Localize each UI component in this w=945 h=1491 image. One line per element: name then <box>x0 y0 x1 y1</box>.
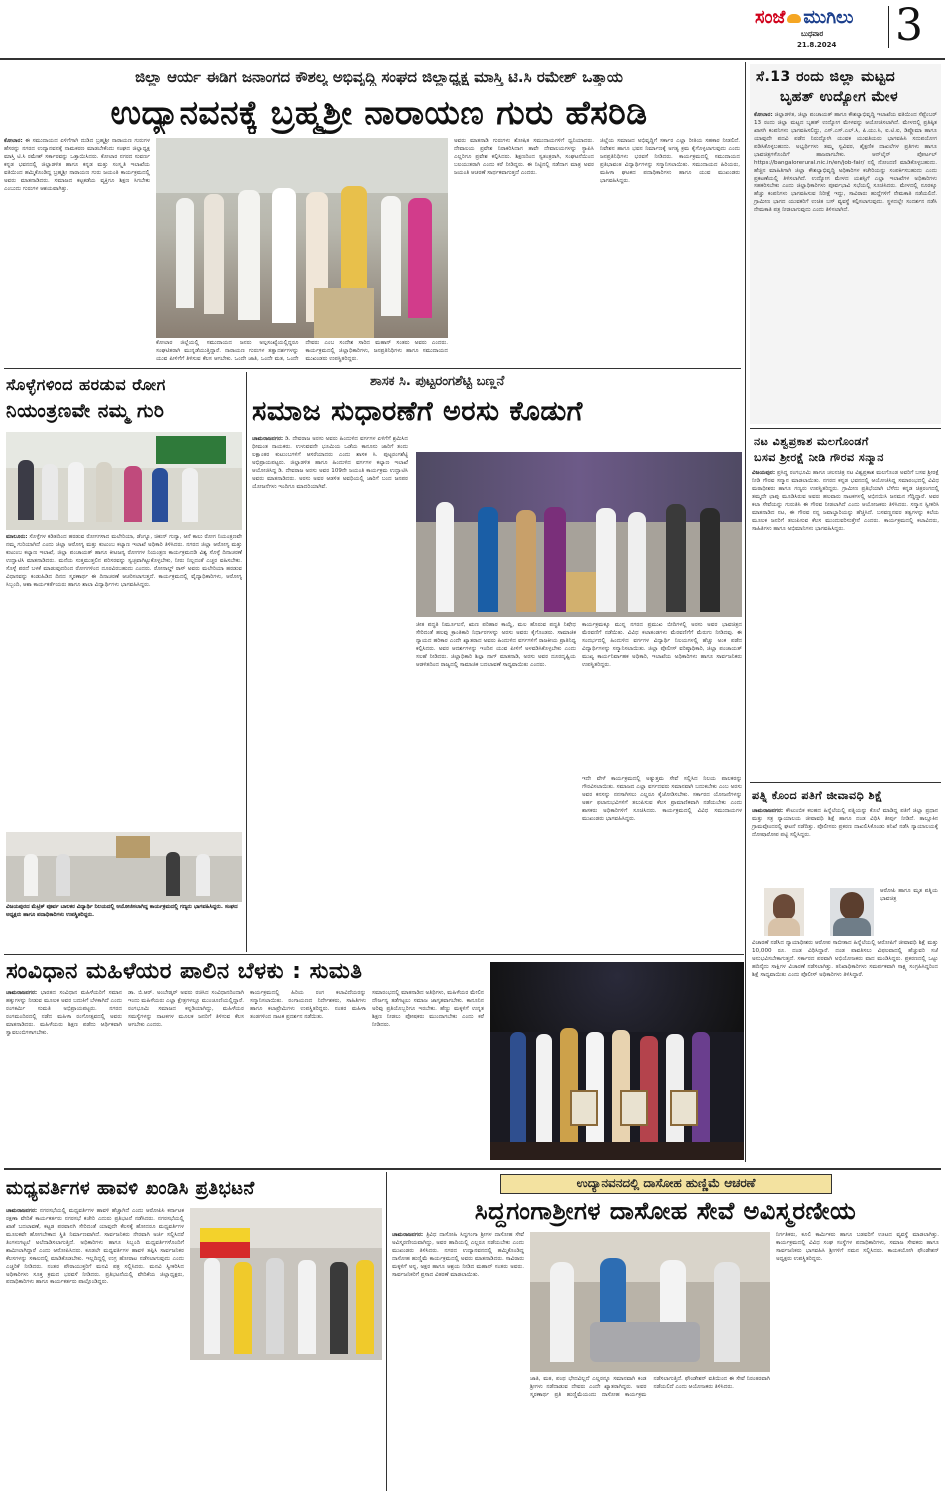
reform-col1 <box>252 436 408 948</box>
reform-col1-text: ಡಿ. ದೇವರಾಜ ಅರಸು ಅವರು ಹಿಂದುಳಿದ ವರ್ಗಗಳ ಏಳಿಗೆಗೆ ಶ್ರಮಿಸಿದ ಧೀಮಂತ ನಾಯಕರು. ಉಳುವವನೇ ಭೂಮಿಯ ಒಡೆಯ ಕಾನೂನು ಜಾರಿಗೆ ತಂದು ಲಕ್ಷಾಂತರ ಕುಟುಂಬಗಳಿಗೆ ಆಸರೆಯಾದರು ಎಂದು ಶಾಸಕ ಸಿ. ಪುಟ್ಟರಂಗಶೆಟ್ಟಿ ಅಭಿಪ್ರಾಯಪಟ್ಟರು. ಜಿಲ್ಲಾಡಳಿತ ಹಾಗೂ ಹಿಂದುಳಿದ ವರ್ಗಗಳ ಕಲ್ಯಾಣ ಇಲಾಖೆ ಆಯೋಜಿಸಿದ್ದ ಡಿ. ದೇವರಾಜ ಅರಸು ಅವರ 109ನೇ ಜಯಂತಿ ಕಾರ್ಯಕ್ರಮ ಉದ್ಘಾಟಿಸಿ ಅವರು ಮಾತನಾಡಿದರು. ಅರಸು ಅವರ ಆಡಳಿತ ಅವಧಿಯಲ್ಲಿ ಜಾರಿಗೆ ಬಂದ ಜನಪರ ಯೋಜನೆಗಳು ಇಂದಿಗೂ ಮಾದರಿಯಾಗಿವೆ. <box>252 436 409 490</box>
job-fair-article <box>750 64 941 424</box>
siddaganga-col2: ಜಾತಿ, ಮತ, ಪಂಥ ಭೇದವಿಲ್ಲದೆ ಎಲ್ಲರನ್ನೂ ಸಮಾನವಾಗಿ ಕಂಡ ಶ್ರೀಗಳು ನಡೆದಾಡುವ ದೇವರು ಎಂದೇ ಖ್ಯಾತರಾಗಿದ್ದರು. ಅವರ ಸ್ಮರಣಾರ್ಥ ಪ್ರತಿ ಹುಣ್ಣಿಮೆಯಂದು ದಾಸೋಹ ಕಾರ್ಯಕ್ರಮ ನಡೆಸಲಾಗುತ್ತಿದೆ. ಫೌಂಡೇಶನ್ ವತಿಯಿಂದ ಈ ಸೇವೆ ನಿರಂತರವಾಗಿ ನಡೆಯಲಿದೆ ಎಂದು ಆಯೋಜಕರು ತಿಳಿಸಿದರು. <box>530 1376 770 1398</box>
constitution-photo <box>490 962 744 1160</box>
masthead-logo <box>755 7 853 28</box>
job-fair-body <box>754 112 937 420</box>
lead-headline: ಉದ್ಯಾನವನಕ್ಕೆ ಬ್ರಹ್ಮಶ್ರೀ ನಾರಾಯಣ ಗುರು ಹೆಸರಿಡಿ <box>110 93 648 132</box>
disease-dateline: ಮಾಲೂರು: <box>6 534 28 540</box>
constitution-col1 <box>6 990 122 1162</box>
lead-bottom-rule <box>4 368 741 369</box>
reform-bottom-rule <box>4 954 744 955</box>
siddaganga-col3: ನಿರ್ಗತಿಕರು, ಕೂಲಿ ಕಾರ್ಮಿಕರು ಹಾಗೂ ಬಡವರಿಗೆ ಊಟದ ವ್ಯವಸ್ಥೆ ಮಾಡಲಾಗಿತ್ತು. ಕಾರ್ಯಕ್ರಮದಲ್ಲಿ ವಿವಿಧ ಸಂಘ ಸಂಸ್ಥೆಗಳ ಪದಾಧಿಕಾರಿಗಳು, ಸಮಾಜ ಸೇವಕರು ಹಾಗೂ ಸಾರ್ವಜನಿಕರು ಭಾಗವಹಿಸಿ ಶ್ರೀಗಳಿಗೆ ನಮನ ಸಲ್ಲಿಸಿದರು. ಕಾಯಕಯೋಗಿ ಫೌಂಡೇಶನ್ ಅಧ್ಯಕ್ಷರು ಉಪಸ್ಥಿತರಿದ್ದರು. <box>776 1232 939 1262</box>
protest-dateline: ಚಾಮರಾಜನಗರ: <box>6 1208 38 1214</box>
constitution-article <box>4 956 744 1166</box>
crime-photo-woman <box>764 888 804 936</box>
constitution-col2: ಡಾ. ಬಿ.ಆರ್. ಅಂಬೇಡ್ಕರ್ ಅವರು ರಚಿಸಿದ ಸಂವಿಧಾನದಿಂದಾಗಿ ಇಂದು ಮಹಿಳೆಯರು ಎಲ್ಲಾ ಕ್ಷೇತ್ರಗಳಲ್ಲೂ ಮುಂಚೂಣಿಯಲ್ಲಿದ್ದಾರೆ. ರಂಗಭೂಮಿ ಸಮಾಜದ ಕನ್ನಡಿಯಾಗಿದ್ದು, ಮಹಿಳೆಯರ ಸಮಸ್ಯೆಗಳನ್ನು ನಾಟಕಗಳ ಮೂಲಕ ಜನರಿಗೆ ತಿಳಿಸುವ ಕೆಲಸ ಆಗಬೇಕು ಎಂದರು. <box>128 990 244 1028</box>
lead-photo <box>156 138 448 338</box>
actor-text: ಪ್ರಸಿದ್ಧ ರಂಗಭೂಮಿ ಹಾಗೂ ಚಲನಚಿತ್ರ ನಟ ವಿಶ್ವಪ್ರಕಾಶ ಮಲಗೊಂಡ ಅವರಿಗೆ ಬಸವ ಶ್ರೀರಕ್ಷೆ ನೀಡಿ ಗೌರವ ಸನ್ಮಾನ ಮಾಡಲಾಯಿತು. ನಗರದ ಕನ್ನಡ ಭವನದಲ್ಲಿ ಆಯೋಜಿಸಿದ್ದ ಸಮಾರಂಭದಲ್ಲಿ ವಿವಿಧ ಮಠಾಧೀಶರು ಹಾಗೂ ಗಣ್ಯರು ಉಪಸ್ಥಿತರಿದ್ದರು. ಗ್ರಾಮೀಣ ಪ್ರತಿಭೆಯಾಗಿ ಬೆಳೆದು ಕನ್ನಡ ಚಿತ್ರರಂಗದಲ್ಲಿ ತಮ್ಮದೇ ಛಾಪು ಮೂಡಿಸಿರುವ ಅವರು ಹಲವಾರು ನಾಟಕಗಳಲ್ಲಿ ಅಭಿನಯಿಸಿ ಜನಮನ ಗೆದ್ದಿದ್ದಾರೆ. ಅವರ ಕಲಾ ಸೇವೆಯನ್ನು ಗುರುತಿಸಿ ಈ ಗೌರವ ನೀಡಲಾಗಿದೆ ಎಂದು ಆಯೋಜಕರು ತಿಳಿಸಿದರು. ಸನ್ಮಾನ ಸ್ವೀಕರಿಸಿ ಮಾತನಾಡಿದ ನಟ, ಈ ಗೌರವ ನನ್ನ ಜವಾಬ್ದಾರಿಯನ್ನು ಹೆಚ್ಚಿಸಿದೆ. ಬಸವಣ್ಣನವರ ತತ್ವಗಳನ್ನು ಕಲೆಯ ಮೂಲಕ ಜನರಿಗೆ ತಲುಪಿಸುವ ಕೆಲಸ ಮುಂದುವರಿಸುತ್ತೇನೆ ಎಂದರು. ಕಾರ್ಯಕ್ರಮದಲ್ಲಿ ಕಲಾವಿದರು, ಸಾಹಿತಿಗಳು ಹಾಗೂ ಅಭಿಮಾನಿಗಳು ಭಾಗವಹಿಸಿದ್ದರು. <box>752 470 939 532</box>
siddaganga-kicker: ಉದ್ಯಾನವನದಲ್ಲಿ ದಾಸೋಹ ಹುಣ್ಣಿಮೆ ಆಚರಣೆ <box>500 1174 832 1194</box>
crime-body-top <box>752 808 938 886</box>
constitution-headline: ಸಂವಿಧಾನ ಮಹಿಳೆಯರ ಪಾಲಿನ ಬೆಳಕು : ಸುಮತಿ <box>6 959 363 984</box>
siddaganga-photo <box>530 1232 770 1372</box>
masthead-date: 21.8.2024 <box>797 41 837 49</box>
actor-dateline: ವಿಜಯಪುರ: <box>752 470 776 476</box>
job-fair-text: ಜಿಲ್ಲಾಡಳಿತ, ಜಿಲ್ಲಾ ಪಂಚಾಯತ್ ಹಾಗೂ ಕೌಶಲ್ಯಾಭಿವೃದ್ಧಿ ಇಲಾಖೆಯ ವತಿಯಿಂದ ಸೆಪ್ಟೆಂಬರ್ 13 ರಂದು ಜಿಲ್ಲಾ ಮಟ್ಟದ ಬೃಹತ್ ಉದ್ಯೋಗ ಮೇಳವನ್ನು ಆಯೋಜಿಸಲಾಗಿದೆ. ಮೇಳದಲ್ಲಿ ಪ್ರತಿಷ್ಠಿತ ಖಾಸಗಿ ಕಂಪನಿಗಳು ಭಾಗವಹಿಸಲಿದ್ದು, ಎಸ್.ಎಸ್.ಎಲ್.ಸಿ, ಪಿ.ಯು.ಸಿ, ಐ.ಟಿ.ಐ, ಡಿಪ್ಲೊಮಾ ಹಾಗೂ ಯಾವುದೇ ಪದವಿ ಪಡೆದ ನಿರುದ್ಯೋಗಿ ಯುವಕ ಯುವತಿಯರು ಭಾಗವಹಿಸಿ ಸದುಪಯೋಗ ಪಡಿಸಿಕೊಳ್ಳಬಹುದು. ಅಭ್ಯರ್ಥಿಗಳು ತಮ್ಮ ಸ್ವವಿವರ, ಶೈಕ್ಷಣಿಕ ದಾಖಲೆಗಳ ಪ್ರತಿಗಳು ಹಾಗೂ ಭಾವಚಿತ್ರಗಳೊಂದಿಗೆ ಹಾಜರಾಗಬೇಕು. ಆನ್‌ಲೈನ್ ಪೋರ್ಟಲ್ https://bangalorerural.nic.in/en/job-fair/ ನಲ್ಲಿ ನೋಂದಣಿ ಮಾಡಿಕೊಳ್ಳಬಹುದು. ಹೆಚ್ಚಿನ ಮಾಹಿತಿಗಾಗಿ ಜಿಲ್ಲಾ ಕೌಶಲ್ಯಾಭಿವೃದ್ಧಿ ಅಧಿಕಾರಿಗಳ ಕಚೇರಿಯನ್ನು ಸಂಪರ್ಕಿಸಬಹುದು ಎಂದು ಪ್ರಕಟಣೆಯಲ್ಲಿ ತಿಳಿಸಲಾಗಿದೆ. ಉದ್ಯೋಗ ಮೇಳದ ಯಶಸ್ಸಿಗೆ ಎಲ್ಲಾ ಇಲಾಖೆಗಳ ಅಧಿಕಾರಿಗಳು ಸಹಕರಿಸಬೇಕು ಎಂದು ಜಿಲ್ಲಾಧಿಕಾರಿಗಳು ಪೂರ್ವಭಾವಿ ಸಭೆಯಲ್ಲಿ ಸೂಚಿಸಿದರು. ಮೇಳದಲ್ಲಿ ನೂರಕ್ಕೂ ಹೆಚ್ಚು ಕಂಪನಿಗಳು ಭಾಗವಹಿಸುವ ನಿರೀಕ್ಷೆ ಇದ್ದು, ಸಾವಿರಾರು ಹುದ್ದೆಗಳಿಗೆ ನೇಮಕಾತಿ ನಡೆಯಲಿದೆ. ಗ್ರಾಮೀಣ ಭಾಗದ ಯುವಕರಿಗೆ ಉಚಿತ ಬಸ್ ವ್ಯವಸ್ಥೆ ಕಲ್ಪಿಸಲಾಗುವುದು. ಸ್ಥಳದಲ್ಲೇ ಸಂದರ್ಶನ ನಡೆಸಿ ನೇಮಕಾತಿ ಪತ್ರ ನೀಡಲಾಗುವುದು ಎಂದು ತಿಳಿಸಲಾಗಿದೆ. <box>754 112 938 214</box>
crime-article <box>750 786 941 1166</box>
reform-kicker: ಶಾಸಕ ಸಿ. ಪುಟ್ಟರಂಗಶೆಟ್ಟಿ ಬಣ್ಣನೆ <box>370 374 505 389</box>
constitution-col3: ಕಾರ್ಯಕ್ರಮದಲ್ಲಿ ಹಿರಿಯ ರಂಗ ಕಲಾವಿದೆಯರನ್ನು ಸನ್ಮಾನಿಸಲಾಯಿತು. ರಂಗಾಯಣದ ನಿರ್ದೇಶಕರು, ಸಾಹಿತಿಗಳು ಹಾಗೂ ಕಲಾಪ್ರೇಮಿಗಳು ಉಪಸ್ಥಿತರಿದ್ದರು. ನಂತರ ಮಹಿಳಾ ತಂಡಗಳಿಂದ ನಾಟಕ ಪ್ರದರ್ಶನ ನಡೆಯಿತು. <box>250 990 366 1020</box>
crime-dateline: ಚಾಮರಾಜನಗರ: <box>752 808 784 814</box>
lead-col1 <box>4 138 150 360</box>
disease-photo <box>6 432 242 530</box>
crime-body-bottom: ವಿಚಾರಣೆ ನಡೆಸಿದ ನ್ಯಾಯಾಧೀಶರು ಆರೋಪ ಸಾಬೀತಾದ ಹಿನ್ನೆಲೆಯಲ್ಲಿ ಆರೋಪಿಗೆ ಜೀವಾವಧಿ ಶಿಕ್ಷೆ ಮತ್ತು 10,000 ರೂ. ದಂಡ ವಿಧಿಸಿದ್ದಾರೆ. ದಂಡ ಪಾವತಿಸಲು ವಿಫಲವಾದಲ್ಲಿ ಹೆಚ್ಚುವರಿ ಸಜೆ ಅನುಭವಿಸಬೇಕಾಗುತ್ತದೆ. ಸರ್ಕಾರದ ಪರವಾಗಿ ಅಭಿಯೋಜಕರು ವಾದ ಮಂಡಿಸಿದ್ದರು. ಪ್ರಕರಣದಲ್ಲಿ ಒಟ್ಟು ಹದಿನೈದು ಸಾಕ್ಷಿಗಳ ವಿಚಾರಣೆ ನಡೆಸಲಾಗಿತ್ತು. ತನಿಖಾಧಿಕಾರಿಗಳು ಸಮರ್ಪಕವಾಗಿ ಸಾಕ್ಷ್ಯ ಸಂಗ್ರಹಿಸಿದ್ದರಿಂದ ಶಿಕ್ಷೆ ಸಾಧ್ಯವಾಯಿತು ಎಂದು ಪೊಲೀಸ್ ಅಧಿಕಾರಿಗಳು ತಿಳಿಸಿದ್ದಾರೆ. <box>752 940 938 978</box>
protest-article <box>4 1172 384 1491</box>
school-photo <box>6 832 242 902</box>
disease-headline-1: ಸೊಳ್ಳೆಗಳಿಂದ ಹರಡುವ ರೋಗ <box>6 375 166 394</box>
constitution-bottom-rule <box>4 1168 941 1170</box>
reform-col4: ಇದೇ ವೇಳೆ ಕಾರ್ಯಕ್ರಮದಲ್ಲಿ ಅತ್ಯುತ್ತಮ ಸೇವೆ ಸಲ್ಲಿಸಿದ ನಿಲಯ ಪಾಲಕರನ್ನು ಗೌರವಿಸಲಾಯಿತು. ಸಮಾಜದ ಎಲ್ಲಾ ವರ್ಗದವರು ಸಮಾನವಾಗಿ ಬದುಕಬೇಕು ಎಂಬ ಅರಸು ಅವರ ಕನಸನ್ನು ನನಸಾಗಿಸಲು ಎಲ್ಲರೂ ಕೈಜೋಡಿಸಬೇಕು. ಸರ್ಕಾರದ ಯೋಜನೆಗಳನ್ನು ಅರ್ಹ ಫಲಾನುಭವಿಗಳಿಗೆ ತಲುಪಿಸುವ ಕೆಲಸ ಪ್ರಾಮಾಣಿಕವಾಗಿ ನಡೆಯಬೇಕು ಎಂದು ಶಾಸಕರು ಅಧಿಕಾರಿಗಳಿಗೆ ಸೂಚಿಸಿದರು. ಕಾರ್ಯಕ್ರಮದಲ್ಲಿ ವಿವಿಧ ಸಮುದಾಯಗಳ ಮುಖಂಡರು ಭಾಗವಹಿಸಿದ್ದರು. <box>582 776 742 822</box>
school-photo-caption: ವಿಜಯಪುರದ ಮೆಟ್ರಿಕ್ ಪೂರ್ವ ಬಾಲಕರ ವಿದ್ಯಾರ್ಥಿ ನಿಲಯದಲ್ಲಿ ಆಯೋಜಿಸಲಾಗಿದ್ದ ಕಾರ್ಯಕ್ರಮದಲ್ಲಿ ಗಣ್ಯರು ಭಾಗವಹಿಸಿದ್ದರು. ಸಂಘದ ಅಧ್ಯಕ್ಷರು ಹಾಗೂ ಪದಾಧಿಕಾರಿಗಳು ಉಪಸ್ಥಿತರಿದ್ದರು. <box>6 904 238 918</box>
job-fair-headline-1: ಸೆ.13 ರಂದು ಜಿಲ್ಲಾ ಮಟ್ಟದ <box>756 69 896 85</box>
crime-text-top: ಕೌಟುಂಬಿಕ ಕಲಹದ ಹಿನ್ನೆಲೆಯಲ್ಲಿ ಪತ್ನಿಯನ್ನು ಕೊಲೆ ಮಾಡಿದ್ದ ಪತಿಗೆ ಜಿಲ್ಲಾ ಪ್ರಧಾನ ಮತ್ತು ಸತ್ರ ನ್ಯಾಯಾಲಯ ಜೀವಾವಧಿ ಶಿಕ್ಷೆ ಹಾಗೂ ದಂಡ ವಿಧಿಸಿ ತೀರ್ಪು ನೀಡಿದೆ. ತಾಲ್ಲೂಕಿನ ಗ್ರಾಮವೊಂದರಲ್ಲಿ ಘಟನೆ ನಡೆದಿತ್ತು. ಪೊಲೀಸರು ಪ್ರಕರಣ ದಾಖಲಿಸಿಕೊಂಡು ತನಿಖೆ ನಡೆಸಿ ನ್ಯಾಯಾಲಯಕ್ಕೆ ದೋಷಾರೋಪ ಪಟ್ಟಿ ಸಲ್ಲಿಸಿದ್ದರು. <box>752 808 939 838</box>
protest-headline: ಮಧ್ಯವರ್ತಿಗಳ ಹಾವಳಿ ಖಂಡಿಸಿ ಪ್ರತಿಭಟನೆ <box>6 1178 255 1199</box>
reform-dateline: ಚಾಮರಾಜನಗರ: <box>252 436 284 442</box>
actor-article <box>750 432 941 780</box>
left-column-divider <box>246 372 247 952</box>
siddaganga-col1 <box>392 1232 524 1488</box>
reform-headline: ಸಮಾಜ ಸುಧಾರಣೆಗೆ ಅರಸು ಕೊಡುಗೆ <box>252 396 583 427</box>
cloud-icon <box>787 14 801 23</box>
crime-headline: ಪತ್ನಿ ಕೊಂದ ಪತಿಗೆ ಜೀವಾವಧಿ ಶಿಕ್ಷೆ <box>752 789 883 802</box>
job-fair-rule <box>750 428 941 429</box>
page-number: 3 <box>895 0 923 51</box>
protest-photo <box>190 1208 382 1360</box>
actor-body <box>752 470 939 778</box>
protest-text: ನಗರಸಭೆಯಲ್ಲಿ ಮಧ್ಯವರ್ತಿಗಳ ಹಾವಳಿ ಹೆಚ್ಚಾಗಿದೆ ಎಂದು ಆರೋಪಿಸಿ ಕರ್ನಾಟಕ ರಕ್ಷಣಾ ವೇದಿಕೆ ಕಾರ್ಯಕರ್ತರು ನಗರಸಭೆ ಕಚೇರಿ ಎದುರು ಪ್ರತಿಭಟನೆ ನಡೆಸಿದರು. ನಗರಸಭೆಯಲ್ಲಿ ಖಾತೆ ಬದಲಾವಣೆ, ಕಟ್ಟಡ ಪರವಾನಗಿ ಸೇರಿದಂತೆ ಯಾವುದೇ ಕೆಲಸಕ್ಕೆ ಹೋದರೂ ಮಧ್ಯವರ್ತಿಗಳ ಮೂಲಕವೇ ಹೋಗಬೇಕಾದ ಸ್ಥಿತಿ ನಿರ್ಮಾಣವಾಗಿದೆ. ಸಾರ್ವಜನಿಕರು ನೇರವಾಗಿ ಅರ್ಜಿ ಸಲ್ಲಿಸಿದರೆ ತಿಂಗಳುಗಟ್ಟಲೆ ಅಲೆದಾಡಿಸಲಾಗುತ್ತಿದೆ. ಅಧಿಕಾರಿಗಳು ಹಾಗೂ ಸಿಬ್ಬಂದಿ ಮಧ್ಯವರ್ತಿಗಳೊಂದಿಗೆ ಶಾಮೀಲಾಗಿದ್ದಾರೆ ಎಂದು ಆರೋಪಿಸಿದರು. ಕೂಡಲೇ ಮಧ್ಯವರ್ತಿಗಳ ಹಾವಳಿ ತಪ್ಪಿಸಿ ಸಾರ್ವಜನಿಕರ ಕೆಲಸಗಳನ್ನು ಸಕಾಲದಲ್ಲಿ ಮಾಡಿಕೊಡಬೇಕು. ಇಲ್ಲದಿದ್ದಲ್ಲಿ ಉಗ್ರ ಹೋರಾಟ ನಡೆಸಲಾಗುವುದು ಎಂದು ಎಚ್ಚರಿಕೆ ನೀಡಿದರು. ನಂತರ ಪೌರಾಯುಕ್ತರಿಗೆ ಮನವಿ ಪತ್ರ ಸಲ್ಲಿಸಿದರು. ಮನವಿ ಸ್ವೀಕರಿಸಿದ ಅಧಿಕಾರಿಗಳು ಸೂಕ್ತ ಕ್ರಮದ ಭರವಸೆ ನೀಡಿದರು. ಪ್ರತಿಭಟನೆಯಲ್ಲಿ ವೇದಿಕೆಯ ಜಿಲ್ಲಾಧ್ಯಕ್ಷರು, ಪದಾಧಿಕಾರಿಗಳು ಹಾಗೂ ಕಾರ್ಯಕರ್ತರು ಪಾಲ್ಗೊಂಡಿದ್ದರು. <box>6 1208 184 1286</box>
disease-article <box>4 372 244 832</box>
lead-kicker: ಜಿಲ್ಲಾ ಆರ್ಯ ಈಡಿಗ ಜನಾಂಗದ ಕೌಶಲ್ಯ ಅಭಿವೃದ್ಧಿ ಸಂಘದ ಜಿಲ್ಲಾಧ್ಯಕ್ಷ ಮಾಸ್ತಿ ಟಿ.ಸಿ ರಮೇಶ್ ಒತ್ತಾಯ <box>135 68 623 86</box>
masthead-rule <box>0 58 945 60</box>
constitution-col4: ಸಮಾರಂಭದಲ್ಲಿ ಮಾತನಾಡಿದ ಅತಿಥಿಗಳು, ಮಹಿಳೆಯರ ಮೇಲಿನ ದೌರ್ಜನ್ಯ ತಡೆಗಟ್ಟಲು ಸಮಾಜ ಜಾಗೃತವಾಗಬೇಕು. ಕಾನೂನಿನ ಅರಿವು ಪ್ರತಿಯೊಬ್ಬರಿಗೂ ಇರಬೇಕು. ಹೆಣ್ಣು ಮಕ್ಕಳಿಗೆ ಉನ್ನತ ಶಿಕ್ಷಣ ನೀಡಲು ಪೋಷಕರು ಮುಂದಾಗಬೇಕು ಎಂದು ಕರೆ ನೀಡಿದರು. <box>372 990 484 1028</box>
crime-body-side: ಆರೋಪಿ ಹಾಗೂ ಮೃತ ಪತ್ನಿಯ ಭಾವಚಿತ್ರ <box>880 888 938 902</box>
siddaganga-headline: ಸಿದ್ದಗಂಗಾಶ್ರೀಗಳ ದಾಸೋಹ ಸೇವೆ ಅವಿಸ್ಮರಣೀಯ <box>474 1197 857 1225</box>
siddaganga-article <box>390 1172 941 1491</box>
reform-col3: ಕಾರ್ಯಕ್ರಮಕ್ಕೂ ಮುನ್ನ ನಗರದ ಪ್ರಮುಖ ಬೀದಿಗಳಲ್ಲಿ ಅರಸು ಅವರ ಭಾವಚಿತ್ರದ ಮೆರವಣಿಗೆ ನಡೆಯಿತು. ವಿವಿಧ ಕಲಾತಂಡಗಳು ಮೆರವಣಿಗೆಗೆ ಮೆರುಗು ನೀಡಿದವು. ಈ ಸಂದರ್ಭದಲ್ಲಿ ಹಿಂದುಳಿದ ವರ್ಗಗಳ ವಿದ್ಯಾರ್ಥಿ ನಿಲಯಗಳಲ್ಲಿ ಹೆಚ್ಚು ಅಂಕ ಪಡೆದ ವಿದ್ಯಾರ್ಥಿಗಳನ್ನು ಸನ್ಮಾನಿಸಲಾಯಿತು. ಜಿಲ್ಲಾ ಪೊಲೀಸ್ ವರಿಷ್ಠಾಧಿಕಾರಿ, ಜಿಲ್ಲಾ ಪಂಚಾಯತ್ ಮುಖ್ಯ ಕಾರ್ಯನಿರ್ವಾಹಕ ಅಧಿಕಾರಿ, ಇಲಾಖೆಯ ಅಧಿಕಾರಿಗಳು ಹಾಗೂ ಸಾರ್ವಜನಿಕರು ಉಪಸ್ಥಿತರಿದ್ದರು. <box>582 622 742 668</box>
actor-rule <box>750 782 941 783</box>
disease-text: ಸೊಳ್ಳೆಗಳ ಕಡಿತದಿಂದ ಹರಡುವ ರೋಗಗಳಾದ ಮಲೇರಿಯಾ, ಡೆಂಗ್ಯೂ, ಚಿಕುನ್ ಗುನ್ಯಾ, ಆನೆ ಕಾಲು ರೋಗ ನಿಯಂತ್ರಣವೇ ನಮ್ಮ ಗುರಿಯಾಗಿದೆ ಎಂದು ಜಿಲ್ಲಾ ಆರೋಗ್ಯ ಮತ್ತು ಕುಟುಂಬ ಕಲ್ಯಾಣ ಇಲಾಖೆ ಅಧಿಕಾರಿ ತಿಳಿಸಿದರು. ನಗರದ ಜಿಲ್ಲಾ ಆರೋಗ್ಯ ಮತ್ತು ಕುಟುಂಬ ಕಲ್ಯಾಣ ಇಲಾಖೆ, ಜಿಲ್ಲಾ ಪಂಚಾಯತ್ ಹಾಗೂ ಕೀಟಜನ್ಯ ರೋಗಗಳ ನಿಯಂತ್ರಣ ಕಾರ್ಯಕ್ರಮದಡಿ ವಿಶ್ವ ಸೊಳ್ಳೆ ದಿನಾಚರಣೆ ಉದ್ಘಾಟಿಸಿ ಮಾತನಾಡಿದರು. ಮನೆಯ ಸುತ್ತಮುತ್ತಲಿನ ಪರಿಸರವನ್ನು ಸ್ವಚ್ಛವಾಗಿಟ್ಟುಕೊಳ್ಳಬೇಕು, ನೀರು ನಿಲ್ಲದಂತೆ ಎಚ್ಚರ ವಹಿಸಬೇಕು. ಸೊಳ್ಳೆ ಪರದೆ ಬಳಕೆ ಮಾಡುವುದರಿಂದ ರೋಗಗಳಿಂದ ದೂರವಿರಬಹುದು ಎಂದರು. ರೋನಾಲ್ಡ್ ರಾಸ್ ಅವರು ಮಲೇರಿಯಾ ಹರಡುವ ವಿಧಾನವನ್ನು ಕಂಡುಹಿಡಿದ ದಿನದ ಸ್ಮರಣಾರ್ಥ ಈ ದಿನಾಚರಣೆ ಆಚರಿಸಲಾಗುತ್ತದೆ. ಕಾರ್ಯಕ್ರಮದಲ್ಲಿ ವೈದ್ಯಾಧಿಕಾರಿಗಳು, ಆರೋಗ್ಯ ಸಿಬ್ಬಂದಿ, ಆಶಾ ಕಾರ್ಯಕರ್ತೆಯರು ಹಾಗೂ ಶಾಲಾ ವಿದ್ಯಾರ್ಥಿಗಳು ಭಾಗವಹಿಸಿದ್ದರು. <box>6 534 242 588</box>
constitution-dateline: ಚಾಮರಾಜನಗರ: <box>6 990 38 996</box>
siddaganga-col1-text: ತ್ರಿವಿಧ ದಾಸೋಹಿ ಸಿದ್ದಗಂಗಾ ಶ್ರೀಗಳ ದಾಸೋಹ ಸೇವೆ ಅವಿಸ್ಮರಣೀಯವಾಗಿದ್ದು, ಅವರ ಹಾದಿಯಲ್ಲಿ ಎಲ್ಲರೂ ನಡೆಯಬೇಕು ಎಂದು ಮುಖಂಡರು ತಿಳಿಸಿದರು. ನಗರದ ಉದ್ಯಾನವನದಲ್ಲಿ ಹಮ್ಮಿಕೊಂಡಿದ್ದ ದಾಸೋಹ ಹುಣ್ಣಿಮೆ ಕಾರ್ಯಕ್ರಮದಲ್ಲಿ ಅವರು ಮಾತನಾಡಿದರು. ಸಾವಿರಾರು ಮಕ್ಕಳಿಗೆ ಅನ್ನ, ಅಕ್ಷರ ಹಾಗೂ ಆಶ್ರಯ ನೀಡಿದ ಮಹಾನ್ ಸಂತರು ಅವರು. ಸಾರ್ವಜನಿಕರಿಗೆ ಪ್ರಸಾದ ವಿತರಣೆ ಮಾಡಲಾಯಿತು. <box>392 1232 524 1278</box>
disease-body <box>6 534 242 829</box>
reform-article <box>250 372 742 952</box>
lead-col3: ಅವರು ಮಾತನಾಡಿ ಗುರುಗಳು ಶೋಷಿತ ಸಮುದಾಯಗಳಿಗೆ ಧ್ವನಿಯಾದರು. ದೇವಾಲಯ ಪ್ರವೇಶ ನಿರಾಕರಿಸಿದಾಗ ತಾವೇ ದೇವಾಲಯಗಳನ್ನು ಸ್ಥಾಪಿಸಿ ಎಲ್ಲರಿಗೂ ಪ್ರವೇಶ ಕಲ್ಪಿಸಿದರು. ಶಿಕ್ಷಣದಿಂದ ಸ್ವತಂತ್ರರಾಗಿ, ಸಂಘಟನೆಯಿಂದ ಬಲಯುತರಾಗಿ ಎಂದು ಕರೆ ನೀಡಿದ್ದರು. ಈ ನಿಟ್ಟಿನಲ್ಲಿ ನಡೆದಾಗ ಮಾತ್ರ ಅವರ ಜಯಂತಿ ಆಚರಣೆ ಸಾರ್ಥಕವಾಗುತ್ತದೆ ಎಂದರು. <box>454 138 594 176</box>
lead-col1-text: ಈ ಸಮುದಾಯದ ಏಳಿಗೆಗಾಗಿ ದುಡಿದ ಬ್ರಹ್ಮಶ್ರೀ ನಾರಾಯಣ ಗುರುಗಳ ಹೆಸರನ್ನು ನಗರದ ಉದ್ಯಾನವನಕ್ಕೆ ನಾಮಕರಣ ಮಾಡಬೇಕೆಂದು ಸಂಘದ ಜಿಲ್ಲಾಧ್ಯಕ್ಷ ಮಾಸ್ತಿ ಟಿ.ಸಿ ರಮೇಶ್ ಸರ್ಕಾರವನ್ನು ಒತ್ತಾಯಿಸಿದರು. ಕೋಲಾರ ನಗರದ ಸುವರ್ಣ ಕನ್ನಡ ಭವನದಲ್ಲಿ ಜಿಲ್ಲಾಡಳಿತ ಹಾಗೂ ಕನ್ನಡ ಮತ್ತು ಸಂಸ್ಕೃತಿ ಇಲಾಖೆಯ ವತಿಯಿಂದ ಹಮ್ಮಿಕೊಂಡಿದ್ದ ಬ್ರಹ್ಮಶ್ರೀ ನಾರಾಯಣ ಗುರು ಜಯಂತಿ ಕಾರ್ಯಕ್ರಮದಲ್ಲಿ ಅವರು ಮಾತನಾಡಿದರು. ಸಮಾಜದ ಕಟ್ಟಕಡೆಯ ವ್ಯಕ್ತಿಗೂ ಶಿಕ್ಷಣ ಸಿಗಬೇಕು ಎಂಬುದು ಗುರುಗಳ ಆಶಯವಾಗಿತ್ತು. <box>4 138 150 192</box>
actor-headline-2: ಬಸವ ಶ್ರೀರಕ್ಷೆ ನೀಡಿ ಗೌರವ ಸನ್ಮಾನ <box>754 451 884 464</box>
actor-headline-1: ನಟ ವಿಶ್ವಪ್ರಕಾಶ ಮಲಗೊಂಡಗೆ <box>754 435 869 448</box>
siddaganga-dateline: ಚಾಮರಾಜನಗರ: <box>392 1232 424 1238</box>
constitution-col1-text: ಭಾರತದ ಸಂವಿಧಾನ ಮಹಿಳೆಯರಿಗೆ ಸಮಾನ ಹಕ್ಕುಗಳನ್ನು ನೀಡುವ ಮೂಲಕ ಅವರ ಬದುಕಿಗೆ ಬೆಳಕಾಗಿದೆ ಎಂದು ರಂಗಕರ್ಮಿ ಸುಮತಿ ಅಭಿಪ್ರಾಯಪಟ್ಟರು. ನಗರದ ರಂಗಮಂದಿರದಲ್ಲಿ ನಡೆದ ಮಹಿಳಾ ರಂಗೋತ್ಸವದಲ್ಲಿ ಅವರು ಮಾತನಾಡಿದರು. ಮಹಿಳೆಯರು ಶಿಕ್ಷಣ ಪಡೆದು ಆರ್ಥಿಕವಾಗಿ ಸ್ವಾವಲಂಬಿಗಳಾಗಬೇಕು. <box>6 990 122 1036</box>
masthead-divider <box>888 6 889 48</box>
masthead-weekday: ಬುಧವಾರ <box>801 30 824 38</box>
logo-part1: ಸಂಜೆ <box>755 7 786 28</box>
lead-dateline: ಕೋಲಾರ: <box>4 138 23 144</box>
lead-col4: ಜಿಲ್ಲೆಯ ಸಮಾಜದ ಅಭಿವೃದ್ಧಿಗೆ ಸರ್ಕಾರ ಎಲ್ಲಾ ರೀತಿಯ ಸಹಕಾರ ನೀಡಲಿದೆ. ನಿವೇಶನ ಹಾಗೂ ಭವನ ನಿರ್ಮಾಣಕ್ಕೆ ಅಗತ್ಯ ಕ್ರಮ ಕೈಗೊಳ್ಳಲಾಗುವುದು ಎಂದು ಜನಪ್ರತಿನಿಧಿಗಳು ಭರವಸೆ ನೀಡಿದರು. ಕಾರ್ಯಕ್ರಮದಲ್ಲಿ ಸಮುದಾಯದ ಪ್ರತಿಭಾವಂತ ವಿದ್ಯಾರ್ಥಿಗಳನ್ನು ಸನ್ಮಾನಿಸಲಾಯಿತು. ಸಮುದಾಯದ ಹಿರಿಯರು, ಮಹಿಳಾ ಘಟಕದ ಪದಾಧಿಕಾರಿಗಳು ಹಾಗೂ ಯುವ ಮುಖಂಡರು ಭಾಗವಹಿಸಿದ್ದರು. <box>600 138 740 184</box>
protest-col2 <box>190 1364 382 1488</box>
reform-photo <box>416 452 742 617</box>
masthead <box>735 0 945 56</box>
protest-col1 <box>6 1208 184 1488</box>
right-column-divider <box>745 62 746 1162</box>
disease-headline-2: ನಿಯಂತ್ರಣವೇ ನಮ್ಮ ಗುರಿ <box>6 400 165 422</box>
logo-part2: ಮುಗಿಲು <box>803 7 854 28</box>
reform-col2: ಜೀತ ಪದ್ಧತಿ ನಿರ್ಮೂಲನೆ, ಋಣ ಪರಿಹಾರ ಕಾಯ್ದೆ, ಮಲ ಹೊರುವ ಪದ್ಧತಿ ನಿಷೇಧ ಸೇರಿದಂತೆ ಹಲವು ಕ್ರಾಂತಿಕಾರಿ ನಿರ್ಧಾರಗಳನ್ನು ಅರಸು ಅವರು ಕೈಗೊಂಡರು. ಸಾಮಾಜಿಕ ನ್ಯಾಯದ ಹರಿಕಾರ ಎಂದೇ ಖ್ಯಾತರಾದ ಅವರು ಹಿಂದುಳಿದ ವರ್ಗಗಳಿಗೆ ರಾಜಕೀಯ ಪ್ರಾತಿನಿಧ್ಯ ಕಲ್ಪಿಸಿದರು. ಅವರ ಆದರ್ಶಗಳನ್ನು ಇಂದಿನ ಯುವ ಪೀಳಿಗೆ ಅಳವಡಿಸಿಕೊಳ್ಳಬೇಕು ಎಂದು ಸಲಹೆ ನೀಡಿದರು. ಜಿಲ್ಲಾಧಿಕಾರಿ ಶಿಲ್ಪಾ ನಾಗ್ ಮಾತನಾಡಿ, ಅರಸು ಅವರ ದೂರದೃಷ್ಟಿಯ ಆಡಳಿತದಿಂದ ರಾಜ್ಯದಲ್ಲಿ ಸಾಮಾಜಿಕ ಬದಲಾವಣೆ ಸಾಧ್ಯವಾಯಿತು ಎಂದರು. <box>416 622 576 668</box>
protest-divider <box>386 1172 387 1491</box>
job-fair-dateline: ಕೋಲಾರ: <box>754 112 773 118</box>
lead-col2-overflow: ಕೋಲಾರ ಜಿಲ್ಲೆಯಲ್ಲಿ ಸಮುದಾಯದ ಜನರು ಅಲ್ಪಸಂಖ್ಯೆಯಲ್ಲಿದ್ದರೂ ಸಂಘಟಿತರಾಗಿ ಮುನ್ನಡೆಯುತ್ತಿದ್ದಾರೆ. ನಾರಾಯಣ ಗುರುಗಳ ತತ್ವಾದರ್ಶಗಳನ್ನು ಯುವ ಪೀಳಿಗೆಗೆ ತಿಳಿಸುವ ಕೆಲಸ ಆಗಬೇಕು. ಒಂದೇ ಜಾತಿ, ಒಂದೇ ಮತ, ಒಂದೇ ದೇವರು ಎಂಬ ಸಂದೇಶ ಸಾರಿದ ಮಹಾನ್ ಸಂತರು ಅವರು ಎಂದರು. ಕಾರ್ಯಕ್ರಮದಲ್ಲಿ ಜಿಲ್ಲಾಧಿಕಾರಿಗಳು, ಜನಪ್ರತಿನಿಧಿಗಳು ಹಾಗೂ ಸಮುದಾಯದ ಮುಖಂಡರು ಉಪಸ್ಥಿತರಿದ್ದರು. <box>156 340 448 362</box>
job-fair-headline-2: ಬೃಹತ್ ಉದ್ಯೋಗ ಮೇಳ <box>780 89 899 105</box>
crime-photo-man <box>830 888 874 936</box>
lead-article <box>4 64 741 364</box>
